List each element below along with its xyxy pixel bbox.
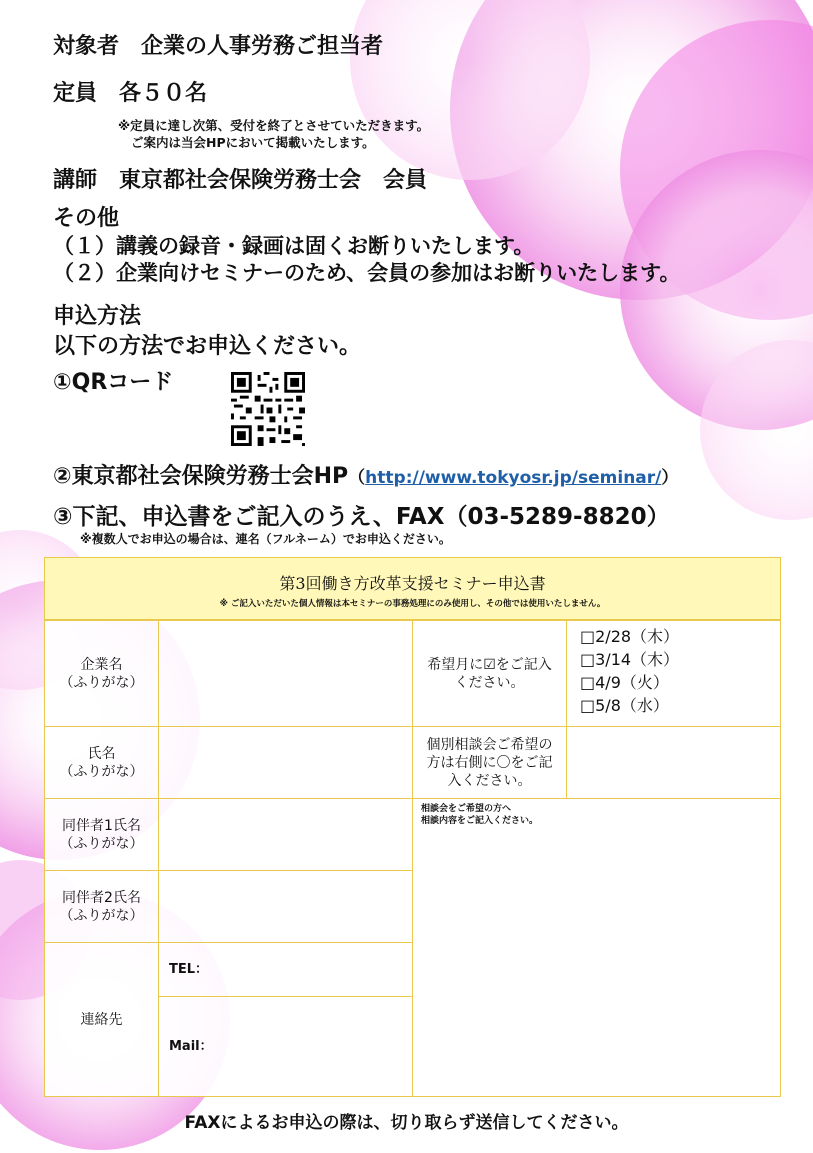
- capacity-value: 各５０名: [119, 81, 208, 106]
- tel-field[interactable]: [158, 942, 413, 997]
- apply-method-hp: [53, 464, 678, 491]
- month-label: 希望月に☑をご記入ください。: [412, 620, 567, 727]
- seminar-link[interactable]: http://www.tokyosr.jp/seminar/: [365, 468, 662, 488]
- companion2-field[interactable]: [158, 870, 413, 943]
- hp-paren-close: ）: [661, 468, 679, 488]
- name-label: 氏名 （ふりがな）: [44, 726, 159, 799]
- form-privacy-note: ※ ご記入いただいた個人情報は本セミナーの事務処理にのみ使用し、その他では使用いたしません。: [219, 599, 606, 609]
- apply-method-hp-label: ②東京都社会保険労務士会HP: [53, 464, 349, 489]
- capacity-note-1: ※定員に達し次第、受付を終了とさせていただきます。: [118, 118, 430, 133]
- other-item-2: （２）企業向けセミナーのため、会員の参加はお断りいたします。: [53, 261, 681, 285]
- apply-method-fax: ③下記、申込書をご記入のうえ、FAX（03-5289-8820）: [53, 504, 670, 530]
- other-item-1: （１）講義の録音・録画は固くお断りいたします。: [53, 234, 535, 258]
- other-label: その他: [53, 206, 120, 231]
- consult-field[interactable]: [566, 726, 781, 799]
- month-option-3[interactable]: □4/9（火）: [580, 673, 669, 692]
- target-label: 対象者: [53, 34, 120, 59]
- capacity-label: 定員: [53, 81, 98, 106]
- qr-code[interactable]: [231, 372, 305, 446]
- target-line: [53, 34, 383, 60]
- company-field[interactable]: [158, 620, 413, 727]
- apply-label: 申込方法: [53, 304, 142, 329]
- apply-method-fax-note: ※複数人でお申込の場合は、連名（フルネーム）でお申込ください。: [80, 532, 451, 546]
- apply-intro: 以下の方法でお申込ください。: [53, 334, 362, 359]
- lecturer-line: [53, 168, 427, 194]
- target-value: 企業の人事労務ご担当者: [141, 34, 384, 59]
- contact-label: 連絡先: [44, 942, 159, 1097]
- consult-label: 個別相談会ご希望の方は右側に〇をご記入ください。: [412, 726, 567, 799]
- month-option-4[interactable]: □5/8（水）: [580, 696, 669, 715]
- form-title: 第3回働き方改革支援セミナー申込書: [279, 574, 546, 593]
- lecturer-label: 講師: [53, 168, 98, 193]
- month-options: [566, 620, 781, 727]
- companion2-label: 同伴者2氏名 （ふりがな）: [44, 870, 159, 943]
- month-option-2[interactable]: □3/14（木）: [580, 650, 680, 669]
- capacity-line: [53, 81, 207, 107]
- consult-content-field[interactable]: 相談会をご希望の方へ 相談内容をご記入ください。: [412, 798, 781, 1097]
- application-form: [44, 557, 781, 1097]
- footer-note: FAXによるお申込の際は、切り取らず送信してください。: [184, 1113, 629, 1133]
- name-field[interactable]: [158, 726, 413, 799]
- mail-label: Mail：: [169, 1039, 213, 1054]
- tel-label: TEL：: [169, 962, 209, 977]
- companion1-label: 同伴者1氏名 （ふりがな）: [44, 798, 159, 871]
- apply-method-qr: ①QRコード: [53, 370, 174, 395]
- company-label: 企業名 （ふりがな）: [44, 620, 159, 727]
- month-option-1[interactable]: □2/28（木）: [580, 627, 680, 646]
- form-title-box: [44, 557, 781, 620]
- mail-field[interactable]: [158, 996, 413, 1097]
- hp-paren-open: （: [348, 468, 366, 488]
- companion1-field[interactable]: [158, 798, 413, 871]
- lecturer-value: 東京都社会保険労務士会 会員: [119, 168, 428, 193]
- capacity-note-2: ご案内は当会HPにおいて掲載いたします。: [131, 135, 375, 150]
